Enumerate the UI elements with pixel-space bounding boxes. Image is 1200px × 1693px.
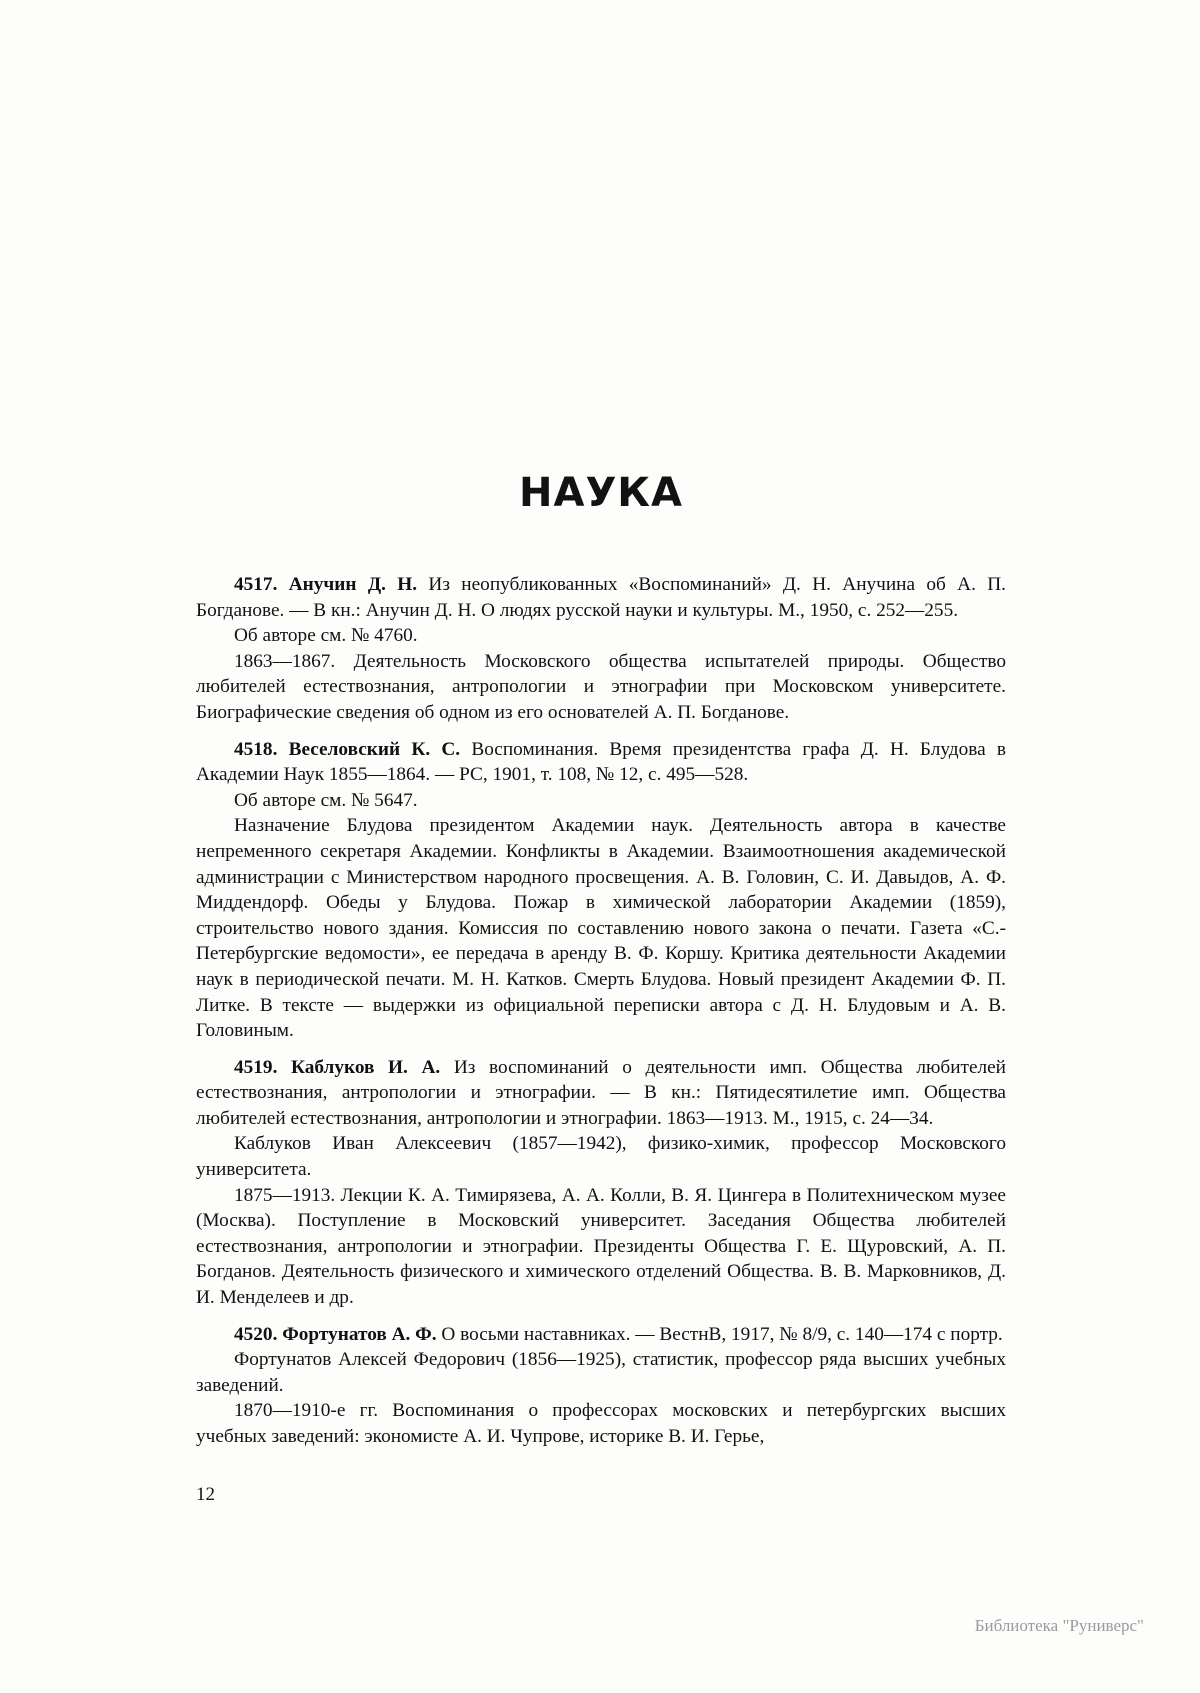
entry-annotation: Назначение Блудова президентом Академии наук. Деятельность автора в качестве непременного секретаря Академии. Конфликты в Академии. Взаимоотношения академической администрации с Министерством народного просвещения. А. В. Головин, С. И. Давыдов, А. Ф. Миддендорф. Обеды у Блудова. Пожар в химической лаборатории Академии (1859), строительство нового здания. Комиссия по составлению нового закона о печати. Газета «С.-Петербургские ведомости», ее передача в аренду В. Ф. Коршу. Критика деятельности Академии наук в периодической печати. М. Н. Катков. Смерть Блудова. Новый президент Академии Ф. П. Литке. В тексте — выдержки из официальной переписки автора с Д. Н. Блудовым и А. В. Головиным. [196, 815, 1006, 1042]
bibliography-entry [196, 572, 1006, 726]
entry-author: Каблуков И. А. [291, 1056, 441, 1078]
entry-biography: Каблуков Иван Алексеевич (1857—1942), физико-химик, профессор Московского университета. [196, 1133, 1006, 1181]
entry-heading [196, 572, 1006, 623]
entry-biography: Фортунатов Алексей Федорович (1856—1925), статистик, профессор ряда высших учебных заведений. [196, 1349, 1006, 1396]
entry-number: 4520. [234, 1323, 278, 1345]
entry-annotation: 1875—1913. Лекции К. А. Тимирязева, А. А. Колли, В. Я. Цингера в Политехническом музее (Москва). Поступление в Московский университет. Заседания Общества любителей естествознания, антропологии и этнографии. Президенты Общества Г. Е. Щуровский, А. П. Богданов. Деятельность физического и химического отделений Общества. В. В. Марковников, Д. И. Менделеев и др. [196, 1184, 1006, 1309]
entry-reference: Воспоминания. Время президентства графа Д. Н. Блудова в Академии Наук 1855—1864. — РС, 1901, т. 108, № 12, с. 495—528. [196, 738, 1006, 786]
page-content [196, 470, 1006, 1454]
entry-annotation: 1863—1867. Деятельность Московского общества испытателей природы. Общество любителей естествознания, антропологии и этнографии при Московском университете. Биографические сведения об одном из его основателей А. П. Богданове. [196, 650, 1006, 723]
entry-note: Об авторе см. № 5647. [234, 789, 418, 811]
bibliography-entry [196, 737, 1006, 1044]
page-number: 12 [196, 1484, 215, 1505]
bibliography-entry [196, 1055, 1006, 1311]
entry-heading [196, 737, 1006, 788]
entry-author: Фортунатов А. Ф. [282, 1323, 437, 1345]
entry-author: Анучин Д. Н. [288, 574, 418, 595]
library-watermark: Библиотека "Руниверс" [974, 1616, 1144, 1635]
entry-heading [196, 1055, 1006, 1132]
page-title: НАУКА [519, 470, 683, 516]
entry-number: 4519. [234, 1056, 278, 1078]
entry-annotation: 1870—1910-е гг. Воспоминания о профессорах московских и петербургских высших учебных заведений: экономисте А. И. Чупрове, историке В. И. Герье, [196, 1400, 1006, 1447]
entry-author: Веселовский К. С. [288, 738, 461, 760]
entry-reference: О восьми наставниках. — ВестнВ, 1917, № 8/9, с. 140—174 с портр. [441, 1323, 1003, 1345]
entry-heading [196, 1322, 1006, 1348]
entry-note: Об авторе см. № 4760. [234, 625, 418, 647]
entry-number: 4517. [234, 574, 278, 595]
entry-reference: Из воспоминаний о деятельности имп. Общества любителей естествознания, антропологии и этнографии. — В кн.: Пятидесятилетие имп. Общества любителей естествознания, антропологии и этнографии. 1863—1913. М., 1915, с. 24—34. [196, 1056, 1007, 1129]
entry-reference: Из неопубликованных «Воспоминаний» Д. Н. Анучина об А. П. Богданове. — В кн.: Анучин Д. Н. О людях русской науки и культуры. М., 1950, с. 252—255. [196, 574, 1006, 621]
entry-number: 4518. [234, 738, 278, 760]
bibliography-entry [196, 1322, 1006, 1450]
